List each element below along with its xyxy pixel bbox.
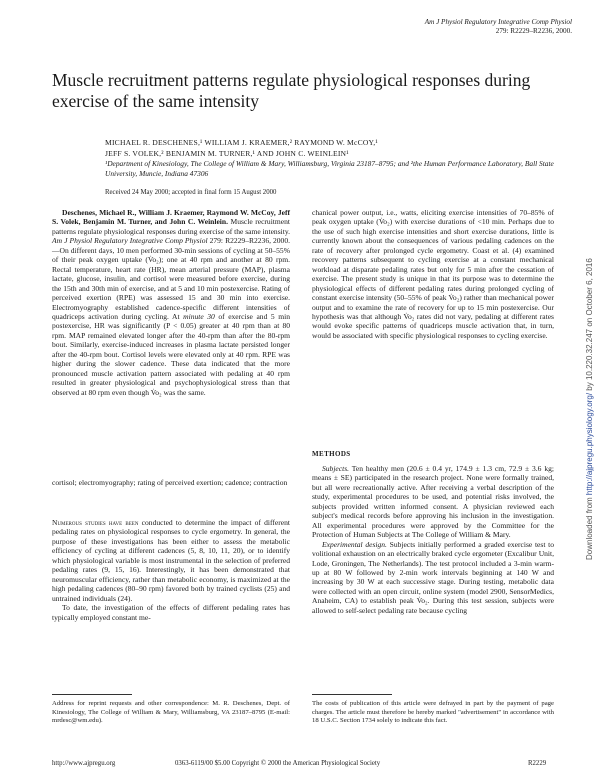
download-suffix: by 10.220.32.247 on October 6, 2016 [585,258,594,393]
page-number: R2229 [528,760,547,767]
correspondence-footnote: Address for reprint requests and other correspondence: M. R. Deschenes, Dept. of Kinesiology, The College of William & Mary, Williamsburg, VA 23187–8795 (E-mail: mrdesc@wm.edu). [52,700,290,725]
received-dates: Received 24 May 2000; accepted in final form 15 August 2000 [105,189,277,196]
abstract [52,208,290,397]
download-link[interactable]: http://ajpregu.physiology.org/ [585,392,594,496]
abstract-authors: Deschenes, Michael R., William J. Kraemer, Raymond W. McCoy, Jeff S. Volek, Benjamin M. Turner, and John C. Weinlein. [52,208,290,227]
abstract-journal: Am J Physiol Regulatory Integrative Comp Physiol [52,236,208,246]
download-prefix: Downloaded from [585,495,594,560]
right-para-1: chanical power output, i.e., watts, eliciting exercise intensities of 70–85% of peak oxygen uptake (V̇o₂) with exercise durations of <10 min. Perhaps due to the use of such high exercise intensities and short exercise durations, little is currently known about the consequences of various pedaling cadences on the rate of recovery after prolonged cycle ergometry. Coast et al. (4) examined recovery patterns subsequent to cycling exercise at a constant mechanical workload at disparate pedaling rates but only for 5 min after the cessation of exercise. The present study is unique in that its purpose was to determine the physiological effects of different pedaling rates during prolonged cycling of constant exercise intensity (50–55% of peak V̇o₂) rather than mechanical power output and to examine the rate of recovery for up to 15 min postexercise. Our hypothesis was that although V̇o₂ rates did not vary, pedaling at different rates would evoke specific patterns of quadriceps muscle activation that, in turn, would be associated with specific physiological responses to cycling exercise. [312,208,554,340]
subjects-text: Ten healthy men (20.6 ± 0.4 yr, 174.9 ± 1.3 cm, 72.9 ± 3.6 kg; means ± SE) participated in the research project. None were formally trained, but all were recreationally active. After receiving a verbal description of the study, experimental procedures to be used, and potential risks involved, the subjects provided written informed consent. A physician reviewed each subject's medical records before approving his inclusion in the investigation. All experimental procedures were approved by the Committee for the Protection of Human Subjects at The College of William & Mary. [312,464,554,540]
methods-section [312,464,554,615]
keywords: cortisol; electromyography; rating of perceived exertion; cadence; contraction [52,478,288,487]
journal-name: Am J Physiol Regulatory Integrative Comp Physiol [424,18,572,26]
intro-para-1: conducted to determine the impact of different pedaling rates on physiological responses to cycle ergometry. In general, the purpose of these investigations has been either to assess the metabolic efficiency of cycling at different cadences (5, 8, 10, 11, 20), or to identify which physiological variable is most instrumental in the selection of preferred pedaling rates (9, 15, 16). Interestingly, it has been demonstrated that neuromuscular efficiency, rather than metabolic economy, is maximized at the high pedaling cadences (80–90 rpm) favored both by trained cyclists (25) and untrained individuals (24). [52,518,290,603]
article-title: Muscle recruitment patterns regulate physiological responses during exercise of the same intensity [52,70,531,111]
subjects-label: Subjects. [322,464,350,473]
page-charges-footnote: The costs of publication of this article were defrayed in part by the payment of page charges. The article must therefore be hereby marked "advertisement" in accordance with 18 U.S.C. Section 1734 solely to indicate this fact. [312,700,554,725]
author-list [105,138,555,159]
right-column-text [312,208,554,340]
abstract-lead: Muscle recruitment patterns regulate physiological responses during exercise of the same intensity. [52,217,291,236]
abstract-body: 279: R2229–R2236, 2000.—On different days, 10 men performed 30-min sessions of cycling at 50–55% of their peak oxygen uptake (V̇o₂); one at 40 rpm and another at 80 rpm. Rectal temperature, heart rate (HR), mean arterial pressure (MAP), plasma lactate, glucose, insulin, and cortisol were measured before exercise, during the 15th and 30th min of exercise, and at 5 and 10 min postexercise. Rating of perceived exertion (RPE) was assessed 15 and 30 min into exercise. Electromyography established cadence-specific different intensities of quadriceps activation during cycling. At [52,236,290,321]
journal-citation: 279: R2229–R2236, 2000. [495,27,572,35]
footnote-rule-right [312,694,392,695]
download-watermark [585,258,594,560]
abstract-minute: minute 30 [183,311,215,321]
design-label: Experimental design. [322,539,387,549]
intro-para-2: To date, the investigation of the effects of different pedaling rates has typically employed constant me- [52,603,290,622]
footnote-rule-left [52,694,132,695]
authors-line-2: JEFF S. VOLEK,² BENJAMIN M. TURNER,¹ AND JOHN C. WEINLEIN¹ [105,148,349,158]
copyright-line: 0363-6119/00 $5.00 Copyright © 2000 the American Physiological Society [175,760,381,767]
affiliations: ¹Department of Kinesiology, The College of William & Mary, Williamsburg, Virginia 23187–8795; and ²the Human Performance Laboratory, Ball State University, Muncie, Indiana 47306 [105,159,554,178]
introduction [52,518,290,622]
journal-url[interactable]: http://www.ajpregu.org [52,760,116,767]
journal-header [425,18,572,36]
authors-line-1: MICHAEL R. DESCHENES,¹ WILLIAM J. KRAEMER,² RAYMOND W. McCOY,¹ [105,138,378,147]
intro-smallcaps: Numerous studies have been [52,518,139,527]
abstract-body-2: of exercise and 5 min postexercise, HR was significantly (P < 0.05) greater at 40 rpm than at 80 rpm. MAP remained elevated longer after the 40-rpm than after the 80-rpm bout. Similarly, exercise-induced increases in plasma lactate persisted longer after the 40-rpm bout. Cortisol levels were elevated only at 40 rpm. RPE was higher during the slower cadence. These data indicated that the more pronounced muscle activation pattern associated with pedaling at 40 rpm resulted in greater physiological and psychophysiological stress than that observed at 80 rpm even though V̇o₂ was the same. [52,311,290,397]
design-text: Subjects initially performed a graded exercise test to volitional exhaustion on an electrically braked cycle ergometer (Excalibur Unit, Lode, Groningen, The Netherlands). The test protocol included a 3-min warm-up at 80 W followed by 2-min work intervals beginning at 140 W and increasing by 30 W at each successive stage. During testing, metabolic data were collected with an open circuit, online system (model 2900, SensorMedics, Anaheim, CA) to establish peak V̇o₂. During this test session, subjects were allowed to self-select pedaling rate because cycling [312,539,554,615]
methods-heading: METHODS [312,450,351,458]
